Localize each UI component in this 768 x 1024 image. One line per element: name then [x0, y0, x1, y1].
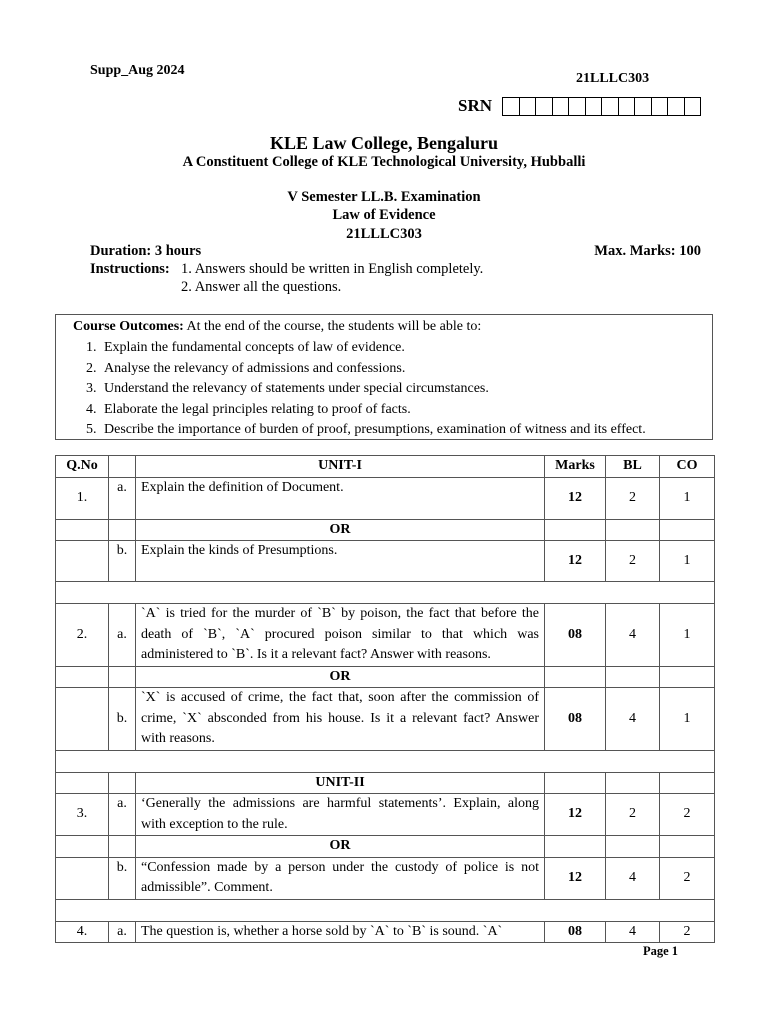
- srn-digit-box: [503, 97, 520, 116]
- question-part: b.: [109, 688, 136, 751]
- srn-digit-box: [652, 97, 669, 116]
- column-header-part: [109, 456, 136, 478]
- question-text: “Confession made by a person under the custody of police is not admissible”. Comment.: [136, 857, 545, 899]
- college-name: KLE Law College, Bengaluru: [269, 133, 498, 153]
- course-code-top: 21LLLC303: [576, 71, 650, 86]
- question-text: `X` is accused of crime, the fact that, soon after the commission of crime, `X` absconded from his house. Is it a relevant fact? Answer with reasons.: [136, 688, 545, 751]
- srn-digit-box: [685, 97, 702, 116]
- srn-digit-box: [553, 97, 570, 116]
- college-affiliation: A Constituent College of KLE Technological University, Hubballi: [182, 154, 586, 170]
- or-label: OR: [136, 519, 545, 541]
- question-part: b.: [109, 541, 136, 582]
- question-number: 1.: [56, 477, 109, 519]
- course-outcomes-heading: [73, 317, 712, 336]
- column-header-bl: BL: [606, 456, 660, 478]
- page-number: Page 1: [643, 944, 679, 958]
- table-row: [56, 857, 715, 899]
- question-part: a.: [109, 794, 136, 836]
- question-bl: 2: [606, 477, 660, 519]
- column-header-co: CO: [660, 456, 715, 478]
- srn-label: SRN: [458, 96, 493, 115]
- question-bl: 4: [606, 857, 660, 899]
- question-marks: 12: [545, 477, 606, 519]
- table-row: [56, 477, 715, 519]
- column-header-qno: Q.No: [56, 456, 109, 478]
- question-marks: 08: [545, 921, 606, 943]
- or-label: OR: [136, 666, 545, 688]
- table-row: [56, 688, 715, 751]
- instructions-label: Instructions:: [90, 261, 170, 277]
- question-bl: 4: [606, 921, 660, 943]
- srn-entry-boxes: [502, 97, 701, 116]
- question-marks: 12: [545, 541, 606, 582]
- or-row: [56, 519, 715, 541]
- question-co: 1: [660, 604, 715, 667]
- course-outcome-item: 4. Elaborate the legal principles relating to proof of facts.: [100, 400, 712, 421]
- course-outcomes-box: [55, 314, 713, 440]
- question-co: 1: [660, 477, 715, 519]
- table-header-row: [56, 456, 715, 478]
- spacer-row: [56, 750, 715, 772]
- table-row: [56, 794, 715, 836]
- course-outcome-item: 5. Describe the importance of burden of proof, presumptions, examination of witness and its effect.: [100, 420, 712, 441]
- course-outcomes-intro: At the end of the course, the students will be able to:: [183, 319, 482, 334]
- question-part: a.: [109, 604, 136, 667]
- table-row: [56, 921, 715, 943]
- or-label: OR: [136, 836, 545, 858]
- column-header-marks: Marks: [545, 456, 606, 478]
- question-bl: 2: [606, 541, 660, 582]
- exam-session: Supp_Aug 2024: [90, 63, 185, 78]
- question-bl: 4: [606, 604, 660, 667]
- question-number: 3.: [56, 794, 109, 836]
- question-number: 2.: [56, 604, 109, 667]
- question-text: `A` is tried for the murder of `B` by poison, the fact that before the death of `B`, `A` procured poison similar to that which was administered to `B`. Is it a relevant fact? Answer with reasons.: [136, 604, 545, 667]
- srn-digit-box: [520, 97, 537, 116]
- subject-code: 21LLLC303: [346, 226, 422, 242]
- srn-digit-box: [668, 97, 685, 116]
- table-row: [56, 604, 715, 667]
- duration: Duration: 3 hours: [90, 243, 202, 259]
- table-row: [56, 541, 715, 582]
- instruction-1: 1. Answers should be written in English completely.: [181, 261, 484, 277]
- question-text: Explain the kinds of Presumptions.: [136, 541, 545, 582]
- spacer-row: [56, 899, 715, 921]
- question-number: 4.: [56, 921, 109, 943]
- course-outcome-item: 3. Understand the relevancy of statements under special circumstances.: [100, 379, 712, 400]
- question-co: 2: [660, 921, 715, 943]
- question-part: b.: [109, 857, 136, 899]
- question-marks: 08: [545, 688, 606, 751]
- course-outcomes-label: Course Outcomes:: [73, 319, 184, 334]
- question-text: The question is, whether a horse sold by `A` to `B` is sound. `A`: [136, 921, 545, 943]
- question-part: a.: [109, 921, 136, 943]
- srn-digit-box: [602, 97, 619, 116]
- course-outcome-item: 1. Explain the fundamental concepts of law of evidence.: [100, 338, 712, 359]
- or-row: [56, 666, 715, 688]
- srn-digit-box: [635, 97, 652, 116]
- course-outcomes-list: [73, 338, 712, 441]
- exam-title: V Semester LL.B. Examination: [287, 189, 481, 205]
- unit-row: [56, 772, 715, 794]
- or-row: [56, 836, 715, 858]
- question-co: 2: [660, 857, 715, 899]
- question-bl: 2: [606, 794, 660, 836]
- question-co: 1: [660, 688, 715, 751]
- question-marks: 12: [545, 857, 606, 899]
- question-part: a.: [109, 477, 136, 519]
- srn-digit-box: [586, 97, 603, 116]
- instruction-2: 2. Answer all the questions.: [181, 279, 342, 295]
- question-bl: 4: [606, 688, 660, 751]
- course-outcome-item: 2. Analyse the relevancy of admissions and confessions.: [100, 359, 712, 380]
- unit-heading: UNIT-II: [136, 772, 545, 794]
- srn-digit-box: [569, 97, 586, 116]
- question-co: 2: [660, 794, 715, 836]
- question-co: 1: [660, 541, 715, 582]
- subject-title: Law of Evidence: [332, 207, 436, 223]
- max-marks: Max. Marks: 100: [594, 243, 701, 259]
- question-marks: 08: [545, 604, 606, 667]
- question-text: Explain the definition of Document.: [136, 477, 545, 519]
- column-header-unit: UNIT-I: [136, 456, 545, 478]
- spacer-row: [56, 582, 715, 604]
- srn-digit-box: [619, 97, 636, 116]
- question-text: ‘Generally the admissions are harmful statements’. Explain, along with exception to the rule.: [136, 794, 545, 836]
- questions-table: [55, 455, 715, 943]
- srn-digit-box: [536, 97, 553, 116]
- question-marks: 12: [545, 794, 606, 836]
